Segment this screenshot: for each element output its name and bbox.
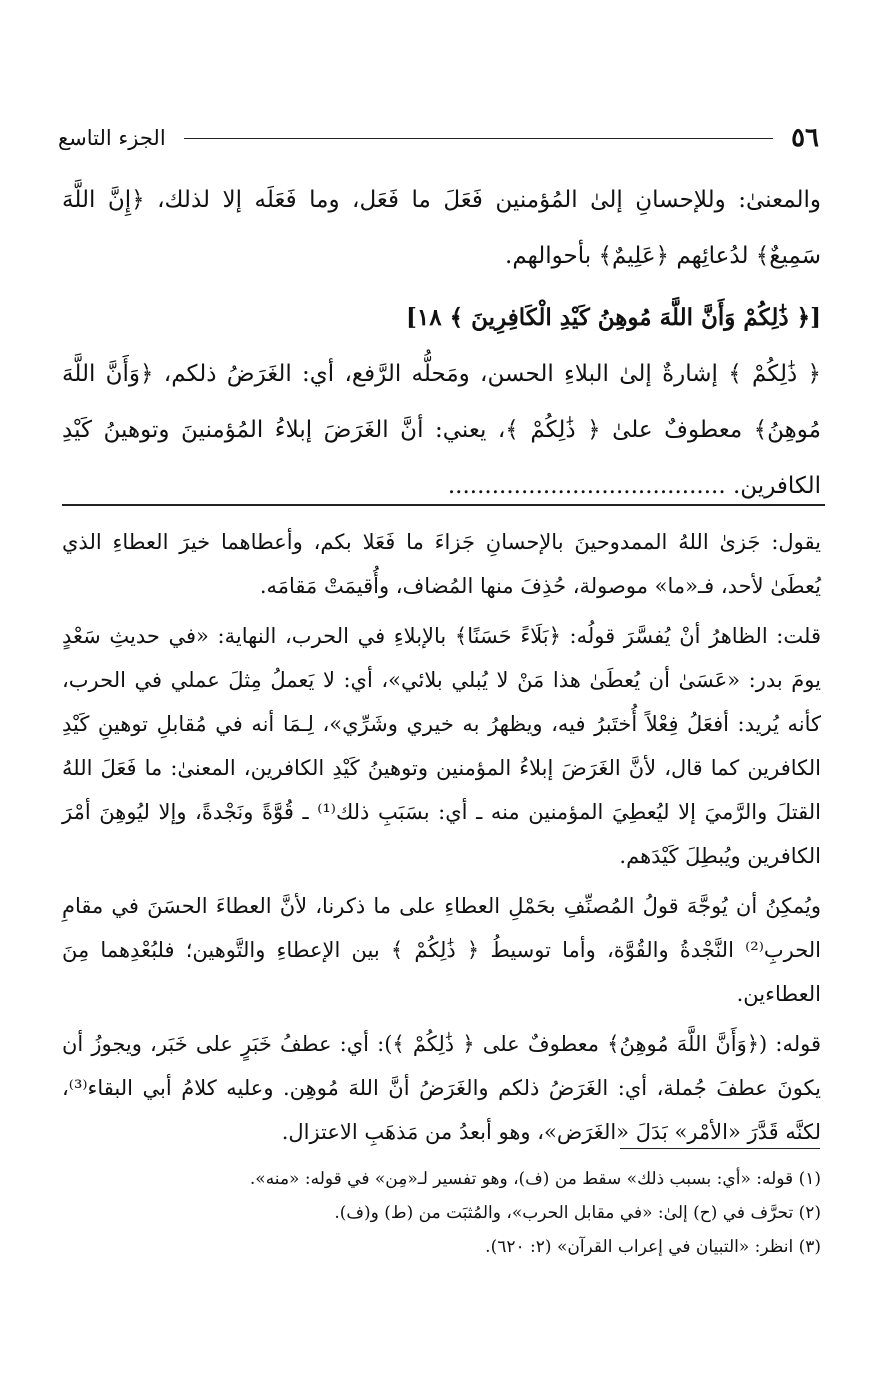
- footnote: (١) قوله: «أي: بسبب ذلك» سقط من (ف)، وهو تفسير لـ«مِن» في قوله: «منه».: [249, 1169, 821, 1189]
- footnote: (٣) انظر: «التبيان في إعراب القرآن» (٢: ٦٢٠).: [485, 1237, 821, 1257]
- commentary-paragraph: ويُمكِنُ أن يُوجَّهَ قولُ المُصنِّفِ بحَمْلِ العطاءِ على ما ذكرنا، لأنَّ العطاءَ الحسَنَ في مقامِ الحربِ⁽²⁾ النَّجْدةُ والقُوَّة، وأما توسيطُ ﴿ ذَٰلِكُمْ ﴾ بين الإعطاءِ والتَّوهين؛ فلبُعْدِهما مِنَ العطاءين.: [62, 894, 821, 1006]
- page-number: ٥٦: [791, 123, 819, 153]
- main-paragraph: ﴿ ذَٰلِكُمْ ﴾ إشارةٌ إلىٰ البلاءِ الحسن، ومَحلُّه الرَّفع، أي: الغَرَضُ ذلكم، ﴿وَأَنَّ اللَّهَ مُوهِنُ﴾ معطوفٌ علىٰ ﴿ ذَٰلِكُمْ ﴾، يعني: أنَّ الغَرَضَ إبلاءُ المُؤمنينَ وتوهينُ كَيْدِ الكافرين. ......................................: [62, 361, 821, 499]
- footnote-rule: [620, 1148, 820, 1149]
- commentary: [62, 520, 821, 1160]
- footnote: (٢) تحرَّف في (ح) إلىٰ: «في مقابل الحرب»، والمُثبَت من (ط) و(ف).: [334, 1203, 821, 1223]
- header-rule: [184, 138, 773, 139]
- main-text: [62, 172, 821, 514]
- footnotes: [62, 1162, 821, 1264]
- quran-verse: [﴿ ذَٰلِكُمْ وَأَنَّ اللَّهَ مُوهِنُ كَيْدِ الْكَافِرِينَ ﴾ ١٨]: [406, 304, 821, 331]
- running-title: الجزء التاسع: [58, 126, 166, 150]
- commentary-paragraph: يقول: جَزىٰ اللهُ الممدوحينَ بالإحسانِ جَزاءَ ما فَعَلا بكم، وأعطاهما خيرَ العطاءِ الذي يُعطَىٰ لأحد، فـ«ما» موصولة، حُذِفَ منها المُضاف، وأُقيمَتْ مَقامَه.: [62, 530, 821, 598]
- commentary-paragraph: قوله: (﴿وَأَنَّ اللَّهَ مُوهِنُ﴾ معطوفٌ على ﴿ ذَٰلِكُمْ ﴾): أي: عطفُ خَبَرٍ على خَبَر، ويجوزُ أن يكونَ عطفَ جُملة، أي: الغَرَضُ ذلكم والغَرَضُ أنَّ اللهَ مُوهِن. وعليه كلامُ أبي البقاء⁽³⁾، لكنَّه قَدَّرَ «الأمْر» بَدَلَ «الغَرَض»، وهو أبعدُ من مَذهَبِ الاعتزال.: [62, 1032, 821, 1144]
- page-header: [58, 118, 819, 158]
- commentary-paragraph: قلت: الظاهرُ أنْ يُفسَّرَ قولُه: ﴿بَلَاءً حَسَنًا﴾ بالإبلاءِ في الحرب، النهاية: «في حديثِ سَعْدٍ يومَ بدر: «عَسَىٰ أن يُعطَىٰ هذا مَنْ لا يُبلي بلائي»، أي: لا يَعملُ مِثلَ عملي في الحرب، كأنه يُريد: أفعَلُ فِعْلاً أُختَبرُ فيه، ويظهرُ به خيري وشَرِّي»، لِـمَا أنه في مُقابلِ توهينِ كَيْدِ الكافرين كما قال، لأنَّ الغَرَضَ إبلاءُ المؤمنين وتوهينُ كَيْدِ الكافرين، المعنىٰ: ما فَعَلَ اللهُ القتلَ والرَّميَ إلا ليُعطِيَ المؤمنين منه ـ أي: بسَبَبِ ذلك⁽¹⁾ ـ قُوَّةً ونَجْدةً، وإلا ليُوهِنَ أمْرَ الكافرين ويُبطِلَ كَيْدَهم.: [62, 624, 821, 868]
- main-paragraph: والمعنىٰ: وللإحسانِ إلىٰ المُؤمنين فَعَلَ ما فَعَل، وما فَعَلَه إلا لذلك، ﴿إِنَّ اللَّهَ سَمِيعٌ﴾ لدُعائِهم ﴿عَلِيمٌ﴾ بأحوالهم.: [62, 187, 821, 269]
- section-divider: [62, 504, 825, 506]
